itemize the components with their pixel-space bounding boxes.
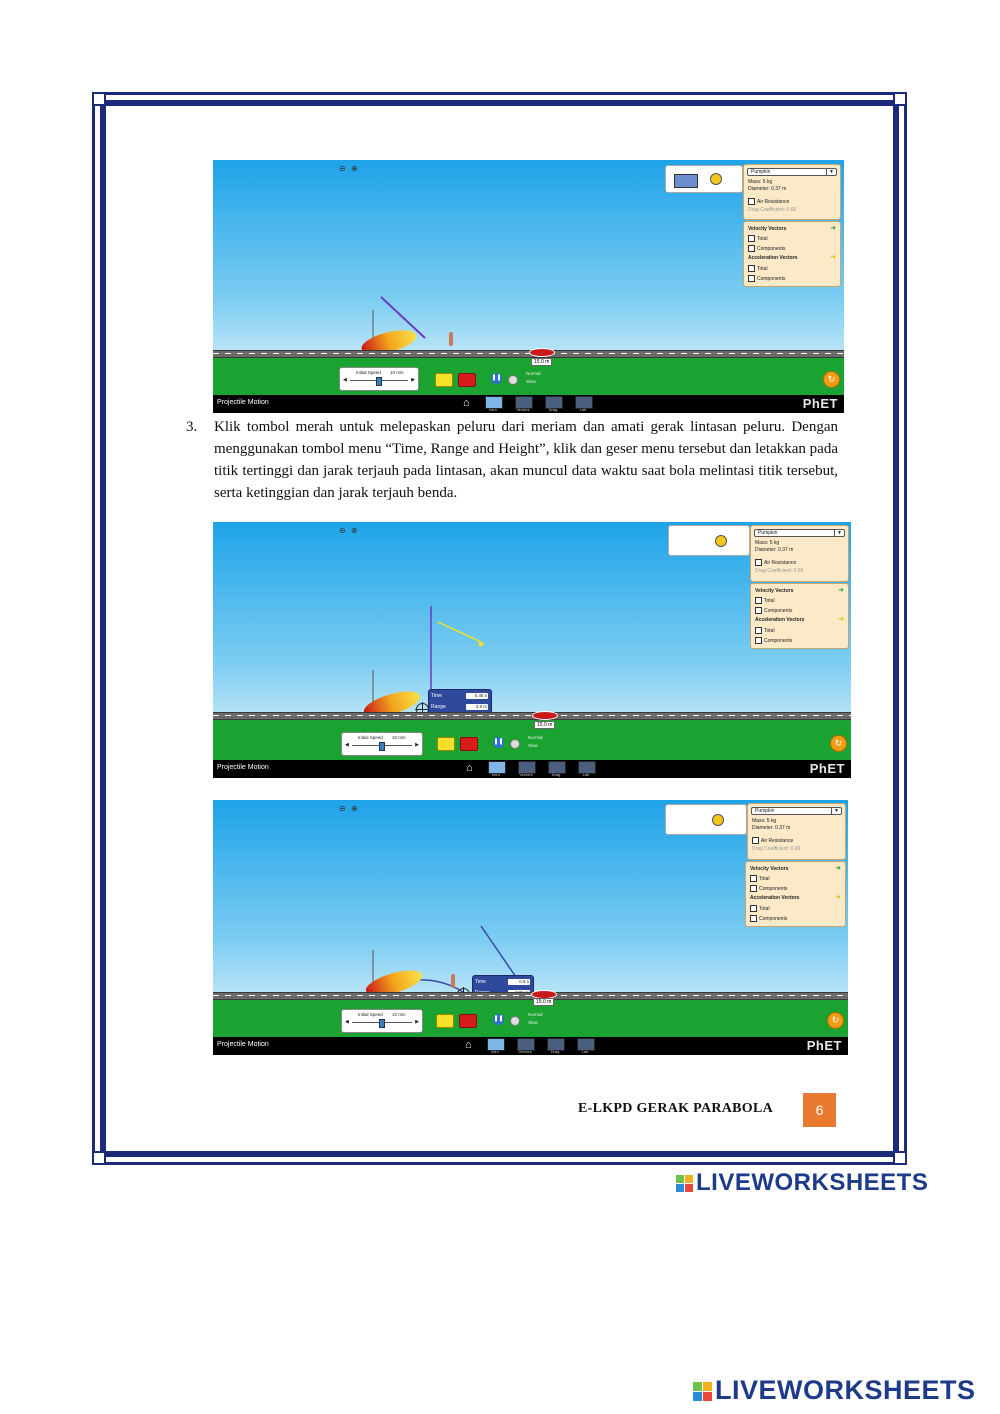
radio-slow[interactable]: Slow	[528, 1020, 538, 1025]
zoom-out-icon[interactable]: ⊖	[339, 164, 346, 173]
velocity-total-checkbox[interactable]: Total	[748, 235, 768, 242]
initial-speed-label: Initial Speed	[356, 370, 381, 375]
projectile-selected: Pumpkin	[751, 169, 771, 175]
target-distance: 15.0 m	[531, 358, 552, 366]
diameter-text: Diameter: 0.37 m	[752, 825, 791, 831]
ground	[213, 358, 844, 395]
zoom-in-icon[interactable]: ⊕	[351, 804, 358, 813]
initial-speed-control	[341, 732, 423, 756]
tab-intro-label: Intro	[488, 407, 497, 412]
app-title: Projectile Motion	[217, 399, 269, 406]
speed-increase-icon[interactable]: ▶	[411, 377, 415, 383]
acceleration-total-checkbox[interactable]: Total	[755, 627, 775, 634]
tab-drag-label: Drag	[551, 772, 561, 777]
time-value: 0.9 s	[508, 979, 530, 985]
sim-screenshot-3	[213, 800, 848, 1055]
person-icon	[449, 332, 453, 346]
chevron-down-icon: ▼	[826, 169, 836, 176]
liveworksheets-logo-bottom[interactable]	[693, 1375, 976, 1406]
instruction-text: Klik tombol merah untuk melepaskan peluru dari meriam dan amati gerak lintasan peluru. Dengan menggunakan tombol menu “Time, Range and Height”, klik dan geser menu tersebut dan letakkan pada titik tertinggi dan jarak terjauh pada lintasan, akan muncul data waktu saat bola melintasi titik tersebut, serta ketinggian dan jarak terjauh benda.	[214, 419, 838, 501]
tab-vectors-label: Vectors	[518, 1049, 532, 1054]
velocity-arrow-icon: ➜	[838, 587, 844, 594]
radio-normal[interactable]: Normal	[526, 371, 541, 376]
phet-logo[interactable]: PhET	[806, 1038, 842, 1053]
liveworksheets-text: LIVEWORKSHEETS	[715, 1375, 976, 1405]
home-icon[interactable]: ⌂	[465, 1039, 472, 1051]
liveworksheets-logo[interactable]	[676, 1169, 928, 1197]
velocity-components-checkbox[interactable]: Components	[748, 245, 785, 252]
footer-title: E-LKPD GERAK PARABOLA	[578, 1101, 774, 1116]
liveworksheets-grid-icon	[693, 1382, 712, 1401]
acceleration-total-checkbox[interactable]: Total	[748, 265, 768, 272]
velocity-components-checkbox[interactable]: Components	[755, 607, 792, 614]
phet-logo[interactable]: PhET	[802, 396, 838, 411]
step-button[interactable]	[510, 739, 520, 749]
eraser-button[interactable]	[436, 1014, 454, 1028]
velocity-vectors-heading: Velocity Vectors	[750, 866, 789, 872]
acceleration-arrow-icon: ➜	[835, 894, 841, 901]
tab-lab-label: Lab	[581, 1049, 589, 1054]
velocity-arrow-icon: ➜	[835, 865, 841, 872]
speed-decrease-icon[interactable]: ◀	[343, 377, 347, 383]
chevron-down-icon: ▼	[831, 808, 841, 815]
fire-button[interactable]	[458, 373, 476, 387]
initial-speed-control	[341, 1009, 423, 1033]
pause-button[interactable]: ❚❚	[491, 373, 502, 384]
sim-screenshot-2	[213, 522, 851, 778]
time-value: 0.45 s	[466, 693, 488, 699]
fire-button[interactable]	[459, 1014, 477, 1028]
initial-speed-value: 10 m/s	[392, 1012, 406, 1017]
time-label: Time	[431, 693, 442, 699]
acceleration-components-checkbox[interactable]: Components	[755, 637, 792, 644]
frame-corner-br	[893, 1151, 907, 1165]
tab-vectors-label: Vectors	[519, 772, 533, 777]
nav-bar	[213, 760, 851, 778]
drag-coefficient-text: Drag Coefficient: 0.60	[748, 207, 797, 213]
velocity-vectors-heading: Velocity Vectors	[748, 226, 787, 232]
tab-intro-label: Intro	[490, 1049, 499, 1054]
speed-slider-thumb[interactable]	[376, 377, 382, 386]
speed-increase-icon[interactable]: ▶	[415, 1019, 419, 1025]
time-label: Time	[475, 979, 486, 985]
initial-speed-label: Initial Speed	[358, 1012, 383, 1017]
drag-coefficient-text: Drag Coefficient: 0.60	[755, 568, 804, 574]
range-label: Range	[431, 704, 446, 710]
speed-decrease-icon[interactable]: ◀	[345, 1019, 349, 1025]
velocity-vectors-heading: Velocity Vectors	[755, 588, 794, 594]
reset-icon[interactable]: ↻	[823, 371, 840, 388]
target-distance: 15.0 m	[534, 721, 555, 729]
app-title: Projectile Motion	[217, 764, 269, 771]
initial-speed-control	[339, 367, 419, 391]
page-number-badge: 6	[803, 1093, 836, 1127]
tab-lab-label: Lab	[582, 772, 590, 777]
radio-normal[interactable]: Normal	[528, 1012, 543, 1017]
radio-slow[interactable]: Slow	[528, 743, 538, 748]
initial-speed-label: Initial Speed	[358, 735, 383, 740]
zoom-in-icon[interactable]: ⊕	[351, 526, 358, 535]
home-icon[interactable]: ⌂	[466, 762, 473, 774]
zoom-in-icon[interactable]: ⊕	[351, 164, 358, 173]
air-resistance-checkbox[interactable]: Air Resistance	[752, 837, 793, 844]
reset-icon[interactable]: ↻	[827, 1012, 844, 1029]
mass-text: Mass: 5 kg	[752, 818, 777, 824]
tab-drag-label: Drag	[548, 407, 558, 412]
person-icon	[451, 974, 455, 988]
chevron-down-icon: ▼	[834, 530, 844, 537]
tab-vectors-label: Vectors	[516, 407, 530, 412]
acceleration-arrow-icon: ➜	[838, 616, 844, 623]
home-icon[interactable]: ⌂	[463, 397, 470, 409]
tab-lab-label: Lab	[579, 407, 587, 412]
radio-normal[interactable]: Normal	[528, 735, 543, 740]
velocity-total-checkbox[interactable]: Total	[755, 597, 775, 604]
projectile-selected: Pumpkin	[758, 530, 778, 536]
acceleration-arrow-icon: ➜	[830, 254, 836, 261]
sim-screenshot-1	[213, 160, 844, 413]
zoom-out-icon[interactable]: ⊖	[339, 526, 346, 535]
air-resistance-checkbox[interactable]: Air Resistance	[755, 559, 796, 566]
mass-text: Mass: 5 kg	[748, 179, 773, 185]
acceleration-vectors-heading: Acceleration Vectors	[755, 617, 805, 623]
nav-bar	[213, 1037, 848, 1055]
ground	[213, 1000, 848, 1037]
step-button[interactable]	[510, 1016, 520, 1026]
eraser-button[interactable]	[437, 737, 455, 751]
acceleration-components-checkbox[interactable]: Components	[750, 915, 787, 922]
projectile-selected: Pumpkin	[755, 808, 775, 814]
phet-logo[interactable]: PhET	[809, 761, 845, 776]
velocity-arrow-icon: ➜	[830, 225, 836, 232]
frame-corner-bl	[92, 1151, 106, 1165]
drag-coefficient-text: Drag Coefficient: 0.60	[752, 846, 801, 852]
mass-text: Mass: 5 kg	[755, 540, 780, 546]
range-value: 3.9 m	[466, 704, 488, 710]
acceleration-components-checkbox[interactable]: Components	[748, 275, 785, 282]
speed-slider-thumb[interactable]	[379, 742, 385, 751]
liveworksheets-grid-icon	[676, 1175, 693, 1192]
nav-bar	[213, 395, 844, 413]
app-title: Projectile Motion	[217, 1041, 269, 1048]
tab-drag-label: Drag	[550, 1049, 560, 1054]
target-distance: 15.0 m	[533, 998, 554, 1006]
acceleration-total-checkbox[interactable]: Total	[750, 905, 770, 912]
reset-icon[interactable]: ↻	[830, 735, 847, 752]
initial-speed-value: 10 m/s	[390, 370, 404, 375]
pause-button[interactable]: ❚❚	[493, 1014, 504, 1025]
step-button[interactable]	[508, 375, 518, 385]
speed-decrease-icon[interactable]: ◀	[345, 742, 349, 748]
zoom-out-icon[interactable]: ⊖	[339, 804, 346, 813]
velocity-total-checkbox[interactable]: Total	[750, 875, 770, 882]
velocity-components-checkbox[interactable]: Components	[750, 885, 787, 892]
frame-corner-tr	[893, 92, 907, 106]
speed-slider-thumb[interactable]	[379, 1019, 385, 1028]
pause-button[interactable]: ❚❚	[493, 737, 504, 748]
diameter-text: Diameter: 0.37 m	[755, 547, 794, 553]
acceleration-vectors-heading: Acceleration Vectors	[748, 255, 798, 261]
acceleration-vectors-heading: Acceleration Vectors	[750, 895, 800, 901]
radio-slow[interactable]: Slow	[526, 379, 536, 384]
frame-corner-tl	[92, 92, 106, 106]
initial-speed-value: 10 m/s	[392, 735, 406, 740]
target-icon[interactable]	[529, 348, 555, 357]
diameter-text: Diameter: 0.37 m	[748, 186, 787, 192]
target-icon[interactable]	[532, 711, 558, 720]
air-resistance-checkbox[interactable]: Air Resistance	[748, 198, 789, 205]
speed-increase-icon[interactable]: ▶	[415, 742, 419, 748]
eraser-button[interactable]	[435, 373, 453, 387]
liveworksheets-text: LIVEWORKSHEETS	[696, 1169, 929, 1196]
tab-intro-label: Intro	[491, 772, 500, 777]
fire-button[interactable]	[460, 737, 478, 751]
instruction-number: 3.	[186, 419, 198, 435]
ground	[213, 720, 851, 760]
